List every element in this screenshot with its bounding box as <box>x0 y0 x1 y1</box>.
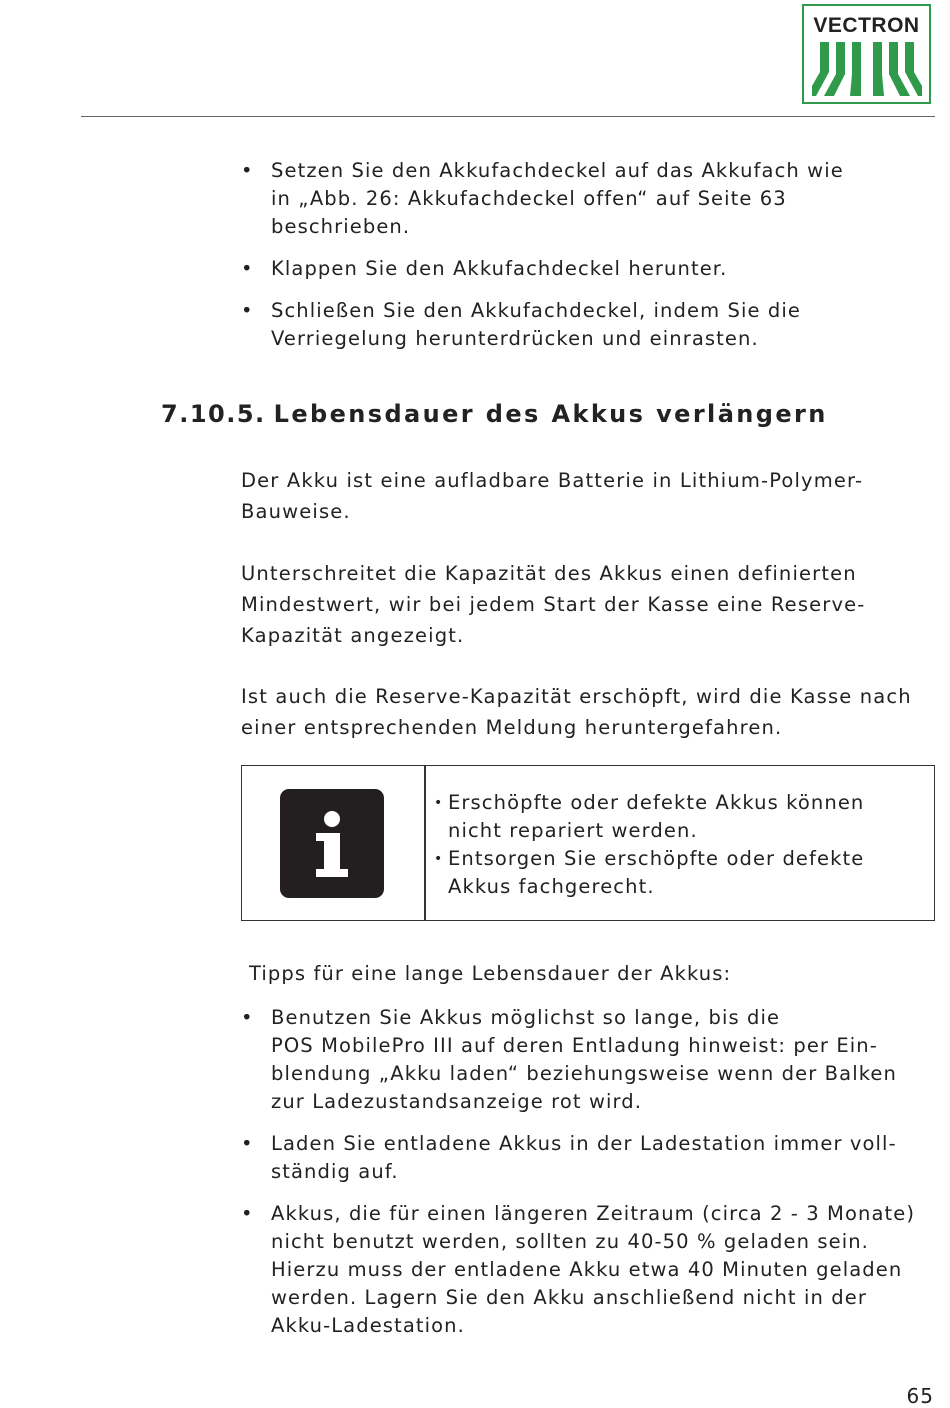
bullet-symbol: • <box>241 1006 254 1029</box>
tips-list <box>241 1004 931 1354</box>
info-list-item <box>434 845 864 901</box>
bullet-symbol: • <box>434 795 444 811</box>
paragraph: Der Akku ist eine aufladbare Batterie in Lithium-Polymer- Bauweise. <box>241 469 864 523</box>
bullet-symbol: • <box>434 851 444 867</box>
bullet-symbol: • <box>241 299 254 322</box>
logo-text: VECTRON <box>813 14 920 37</box>
list-item-text: Laden Sie entladene Akkus in der Ladestation immer voll- ständig auf. <box>271 1132 897 1183</box>
section-number: 7.10.5. <box>161 400 266 428</box>
header-rule <box>81 116 935 117</box>
page-number: 65 <box>906 1384 934 1408</box>
list-item <box>241 1004 931 1116</box>
bullet-symbol: • <box>241 1132 254 1155</box>
list-item <box>241 1130 931 1186</box>
paragraph: Unterschreitet die Kapazität des Akkus einen definierten Mindestwert, wir bei jedem Start der Kasse eine Reserve- Kapazität angezeigt. <box>241 562 866 647</box>
info-item-text: Entsorgen Sie erschöpfte oder defekte Akkus fachgerecht. <box>448 847 865 898</box>
list-item <box>241 157 901 241</box>
bullet-symbol: • <box>241 1202 254 1225</box>
info-note-box <box>241 765 935 921</box>
info-icon <box>280 789 384 898</box>
info-list <box>434 789 864 901</box>
list-item-text: Klappen Sie den Akkufachdeckel herunter. <box>271 257 728 280</box>
paragraph: Ist auch die Reserve-Kapazität erschöpft, wird die Kasse nach einer entsprechenden Meldung heruntergefahren. <box>241 685 912 739</box>
list-item-text: Benutzen Sie Akkus möglichst so lange, bis die POS MobilePro III auf deren Entladung hinweist: per Ein- blendung „Akku laden“ beziehungsweise wenn der Balken zur Ladezustandsanzeige rot wird. <box>271 1006 897 1113</box>
list-item <box>241 297 901 353</box>
tips-intro: Tipps für eine lange Lebensdauer der Akkus: <box>249 962 732 985</box>
list-item-text: Akkus, die für einen längeren Zeitraum (circa 2 - 3 Monate) nicht benutzt werden, sollten zu 40-50 % geladen sein. Hierzu muss der entladene Akku etwa 40 Minuten geladen werden. Lagern Sie den Akku anschließend nicht in der Akku-Ladestation. <box>271 1202 916 1337</box>
vectron-logo <box>802 4 931 104</box>
info-item-text: Erschöpfte oder defekte Akkus können nicht repariert werden. <box>448 791 865 842</box>
info-list-item <box>434 789 864 845</box>
list-item <box>241 255 901 283</box>
bullet-symbol: • <box>241 257 254 280</box>
section-title: Lebensdauer des Akkus verlängern <box>273 400 828 428</box>
list-item-text: Setzen Sie den Akkufachdeckel auf das Akkufach wie in „Abb. 26: Akkufachdeckel offen“ auf Seite 63 beschrieben. <box>271 159 844 238</box>
bullet-symbol: • <box>241 159 254 182</box>
instruction-list <box>241 157 901 367</box>
logo-mark-icon <box>812 42 922 102</box>
list-item-text: Schließen Sie den Akkufachdeckel, indem Sie die Verriegelung herunterdrücken und einrasten. <box>271 299 801 350</box>
info-box-divider <box>424 766 426 920</box>
section-heading <box>161 400 828 428</box>
list-item <box>241 1200 931 1340</box>
